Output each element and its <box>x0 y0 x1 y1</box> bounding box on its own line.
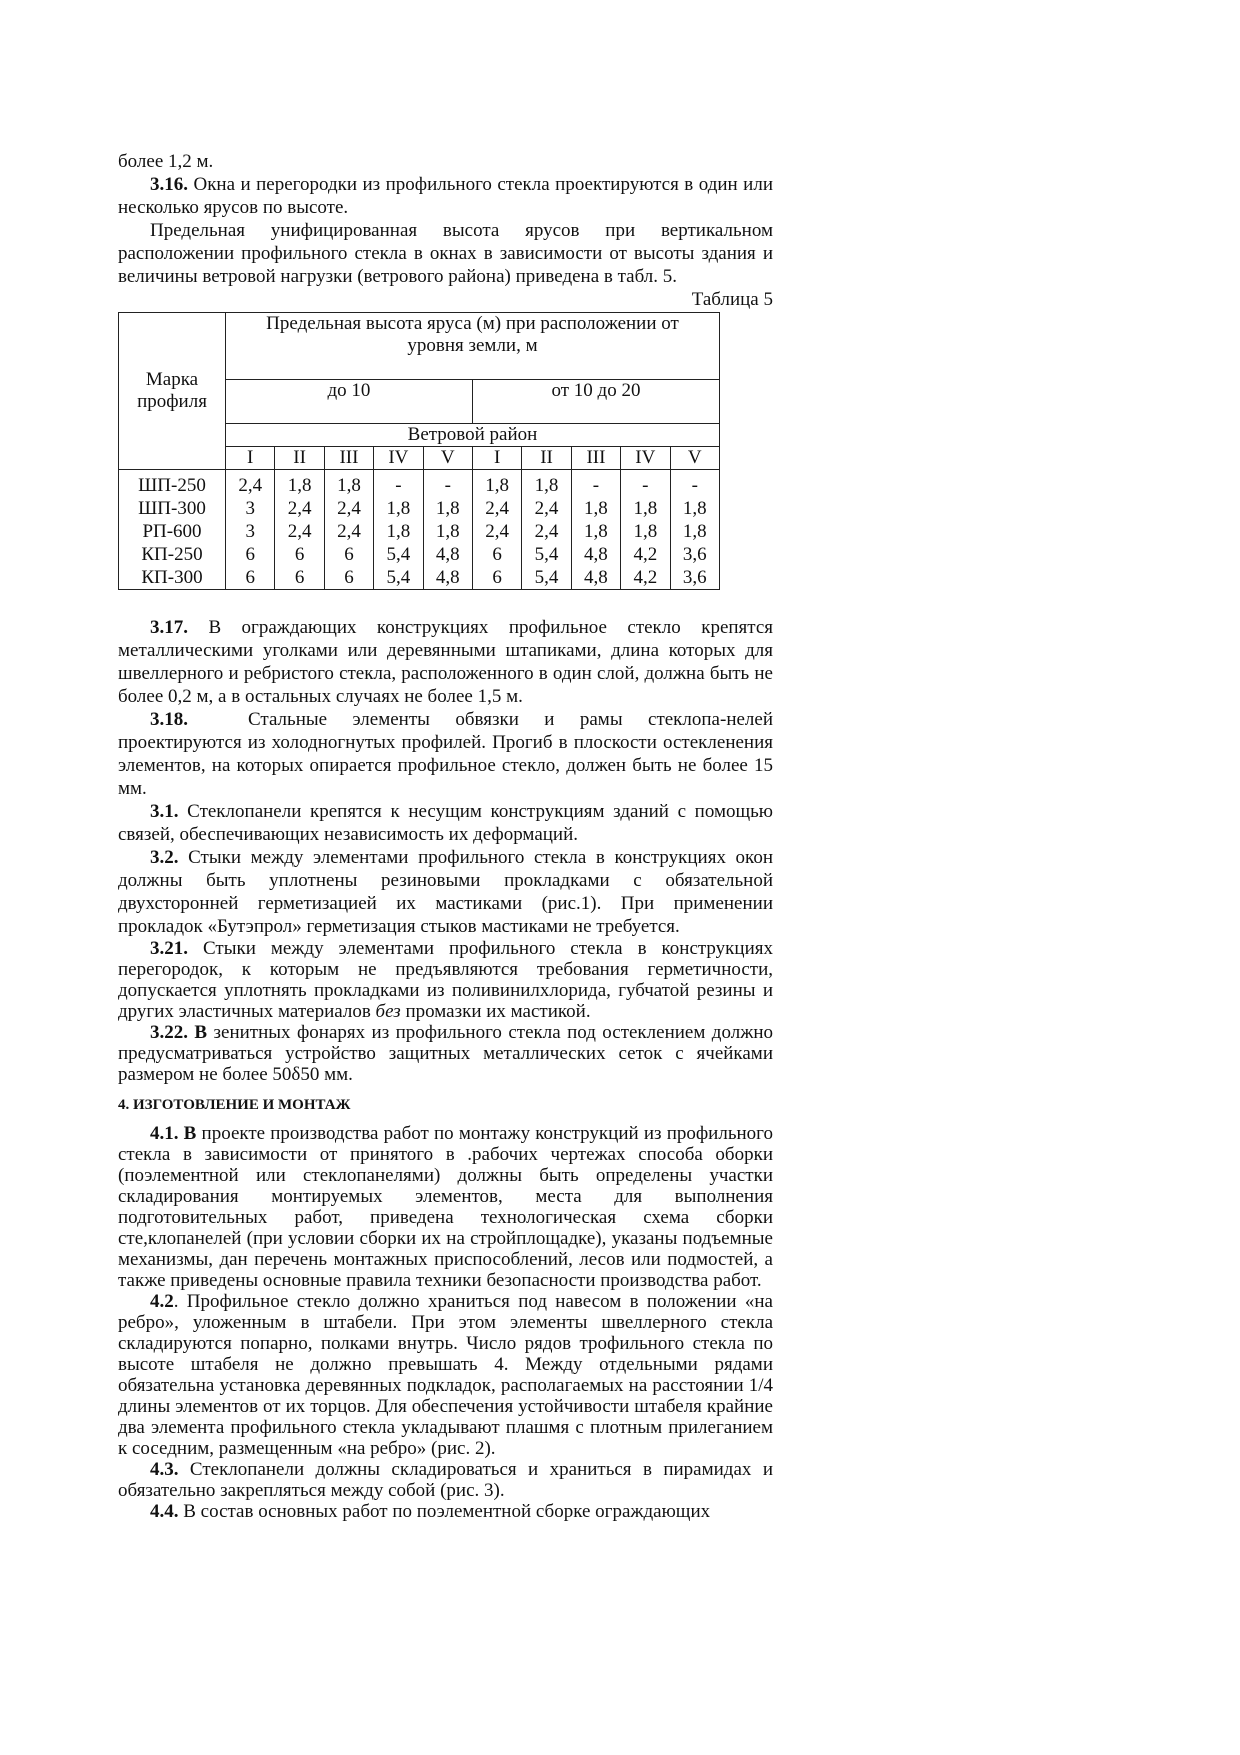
header-marka: Марка профиля <box>119 313 226 470</box>
clause-text: Стыки между элементами профильного стекла в конструкциях перегородок, к которым не предъявляются требования герметичности, допускается уплотнять прокладками из поливинилхлорида, губчатой резины и других эластичных материалов <box>118 938 773 1022</box>
height-value-cell: - <box>670 470 719 498</box>
height-value-cell: 3 <box>226 520 275 543</box>
height-value-cell: 1,8 <box>275 470 324 498</box>
height-value-cell: 5,4 <box>522 566 571 590</box>
height-value-cell: 6 <box>472 543 521 566</box>
clause-text: Стеклопанели должны складироваться и храниться в пирамидах и обязательно закрепляться между собой (рис. 3). <box>118 1459 773 1501</box>
height-value-cell: 1,8 <box>522 470 571 498</box>
height-value-cell: 5,4 <box>374 566 423 590</box>
document-page <box>118 150 773 1522</box>
wind-column-header: IV <box>374 447 423 470</box>
height-value-cell: 2,4 <box>472 497 521 520</box>
paragraph-3-18 <box>118 708 773 800</box>
height-value-cell: 2,4 <box>324 497 373 520</box>
clause-number: 3.22. В <box>150 1022 208 1043</box>
clause-number: 3.1. <box>150 801 179 822</box>
wind-column-header: V <box>423 447 472 470</box>
clause-number: 4.1. В <box>150 1123 197 1144</box>
height-value-cell: 1,8 <box>374 520 423 543</box>
wind-column-header: III <box>324 447 373 470</box>
height-value-cell: - <box>374 470 423 498</box>
clause-number: 4.3. <box>150 1459 179 1480</box>
height-value-cell: 2,4 <box>226 470 275 498</box>
paragraph-4-1 <box>118 1123 773 1291</box>
table-body <box>119 470 720 590</box>
paragraph-3-17 <box>118 616 773 708</box>
clause-number: 3.21. <box>150 938 188 959</box>
header-height: Предельная высота яруса (м) при расположении от уровня земли, м <box>226 313 720 380</box>
clause-text-end: промазки их мастикой. <box>400 1001 591 1022</box>
table-row <box>119 497 720 520</box>
height-value-cell: 1,8 <box>324 470 373 498</box>
clause-text: В ограждающих конструкциях профильное стекло крепятся металлическими уголками или деревянными штапиками, длина которых для швеллерного и ребристого стекла, расположенного в один слой, должна быть не более 0,2 м, а в остальных случаях не более 1,5 м. <box>118 617 773 707</box>
intro-tail-paragraph: более 1,2 м. <box>118 151 214 172</box>
height-limits-table <box>118 312 720 590</box>
header-wind-region: Ветровой район <box>226 424 720 447</box>
height-value-cell: 4,8 <box>423 543 472 566</box>
paragraph-3-16 <box>118 173 773 219</box>
paragraph-3-22 <box>118 1022 773 1085</box>
height-value-cell: 1,8 <box>621 497 670 520</box>
clause-number: 3.18. <box>150 709 188 730</box>
height-value-cell: - <box>571 470 620 498</box>
paragraph-3-2 <box>118 846 773 938</box>
paragraph-4-4 <box>118 1501 773 1522</box>
wind-column-header: V <box>670 447 719 470</box>
profile-mark-cell: РП-600 <box>119 520 226 543</box>
profile-mark-cell: КП-300 <box>119 566 226 590</box>
clause-text: . Профильное стекло должно храниться под навесом в положении «на ребро», уложенным в штабели. При этом элементы швеллерного стекла складируются попарно, полками внутрь. Число рядов трофильного стекла по высоте штабеля не должно превышать 4. Между отдельными рядами обязательна установка деревянных подкладок, располагаемых на расстоянии 1/4 длины элементов от их торцов. Для обеспечения устойчивости штабеля крайние два элемента профильного стекла укладывают плашмя с плотным прилеганием к соседним, размещенным «на ребро» (рис. 2). <box>118 1291 773 1459</box>
height-value-cell: 3,6 <box>670 566 719 590</box>
profile-mark-cell: ШП-250 <box>119 470 226 498</box>
clause-text: Стеклопанели крепятся к несущим конструкциям зданий с помощью связей, обеспечивающих независимость их деформаций. <box>118 801 773 845</box>
height-value-cell: - <box>621 470 670 498</box>
height-value-cell: 1,8 <box>472 470 521 498</box>
paragraph-4-2 <box>118 1291 773 1459</box>
height-value-cell: 5,4 <box>374 543 423 566</box>
height-value-cell: 3,6 <box>670 543 719 566</box>
header-group-up-to-10: до 10 <box>226 380 473 424</box>
height-value-cell: 1,8 <box>621 520 670 543</box>
clause-number: 4.2 <box>150 1291 174 1312</box>
clause-text: Окна и перегородки из профильного стекла проектируются в один или несколько ярусов по высоте. <box>118 174 773 218</box>
wind-column-header: I <box>226 447 275 470</box>
height-value-cell: 6 <box>324 566 373 590</box>
paragraph-4-3 <box>118 1459 773 1501</box>
clause-number: 4.4. <box>150 1501 179 1522</box>
clause-text: проекте производства работ по монтажу конструкций из профильного стекла в зависимости от принятого в .рабочих чертежах способа оборки (поэлементной или стеклопанелями) должны быть определены участки складирования монтируемых элементов, места для выполнения подготовительных работ, приведена технологическая схема сборки сте,клопанелей (при условии сборки их на стройплощадке), указаны подъемные механизмы, дан перечень монтажных приспособлений, лесов или подмостей, а также приведены основные правила техники безопасности производства работ. <box>118 1123 773 1291</box>
table-row <box>119 520 720 543</box>
height-value-cell: 1,8 <box>571 520 620 543</box>
clause-text: В состав основных работ по поэлементной сборке ограждающих <box>178 1501 711 1522</box>
height-value-cell: 6 <box>275 566 324 590</box>
height-value-cell: 2,4 <box>324 520 373 543</box>
header-group-10-to-20: от 10 до 20 <box>472 380 719 424</box>
profile-mark-cell: КП-250 <box>119 543 226 566</box>
height-value-cell: 1,8 <box>423 520 472 543</box>
section-4-heading: 4. ИЗГОТОВЛЕНИЕ И МОНТАЖ <box>118 1097 351 1113</box>
height-value-cell: 4,8 <box>423 566 472 590</box>
height-value-cell: 1,8 <box>670 520 719 543</box>
wind-column-header: II <box>275 447 324 470</box>
wind-column-header: IV <box>621 447 670 470</box>
table-caption: Таблица 5 <box>691 289 773 310</box>
table-row <box>119 566 720 590</box>
wind-column-header: I <box>472 447 521 470</box>
height-value-cell: 6 <box>275 543 324 566</box>
height-value-cell: 2,4 <box>472 520 521 543</box>
height-value-cell: 5,4 <box>522 543 571 566</box>
height-value-cell: 6 <box>226 543 275 566</box>
height-value-cell: 3 <box>226 497 275 520</box>
height-value-cell: 4,8 <box>571 543 620 566</box>
spacer <box>118 590 773 616</box>
height-value-cell: 2,4 <box>275 520 324 543</box>
height-value-cell: 1,8 <box>374 497 423 520</box>
height-value-cell: 1,8 <box>423 497 472 520</box>
height-value-cell: 4,8 <box>571 566 620 590</box>
clause-text: Стальные элементы обвязки и рамы стеклопа-нелей проектируются из холодногнутых профилей. Прогиб в плоскости остекленения элементов, на которых опирается профильное стекло, должен быть не более 15 мм. <box>118 709 773 799</box>
height-value-cell: 2,4 <box>275 497 324 520</box>
profile-mark-cell: ШП-300 <box>119 497 226 520</box>
clause-number: 3.16. <box>150 174 188 195</box>
table-row <box>119 543 720 566</box>
height-value-cell: 6 <box>472 566 521 590</box>
clause-text: Стыки между элементами профильного стекла в конструкциях окон должны быть уплотнены резиновыми прокладками с обязательной двухсторонней герметизацией их мастиками (рис.1). При применении прокладок «Бутэпрол» герметизация стыков мастиками не требуется. <box>118 847 773 937</box>
height-value-cell: 2,4 <box>522 497 571 520</box>
paragraph-3-16-continued: Предельная унифицированная высота ярусов при вертикальном расположении профильного стекла в окнах в зависимости от высоты здания и величины ветровой нагрузки (ветрового района) приведена в табл. 5. <box>118 220 773 287</box>
clause-text: зенитных фонарях из профильного стекла под остеклением должно предусматриваться устройство защитных металлических сеток с ячейками размером не более 50δ50 мм. <box>118 1022 773 1085</box>
wind-column-header: II <box>522 447 571 470</box>
height-value-cell: 2,4 <box>522 520 571 543</box>
clause-number: 3.17. <box>150 617 188 638</box>
height-value-cell: 4,2 <box>621 543 670 566</box>
height-value-cell: 1,8 <box>670 497 719 520</box>
table-row <box>119 470 720 498</box>
paragraph-3-21 <box>118 938 773 1022</box>
height-value-cell: 6 <box>324 543 373 566</box>
clause-number: 3.2. <box>150 847 179 868</box>
height-value-cell: - <box>423 470 472 498</box>
paragraph-3-1 <box>118 800 773 846</box>
height-value-cell: 1,8 <box>571 497 620 520</box>
height-value-cell: 6 <box>226 566 275 590</box>
height-value-cell: 4,2 <box>621 566 670 590</box>
clause-italic-word: без <box>375 1001 401 1022</box>
wind-column-header: III <box>571 447 620 470</box>
